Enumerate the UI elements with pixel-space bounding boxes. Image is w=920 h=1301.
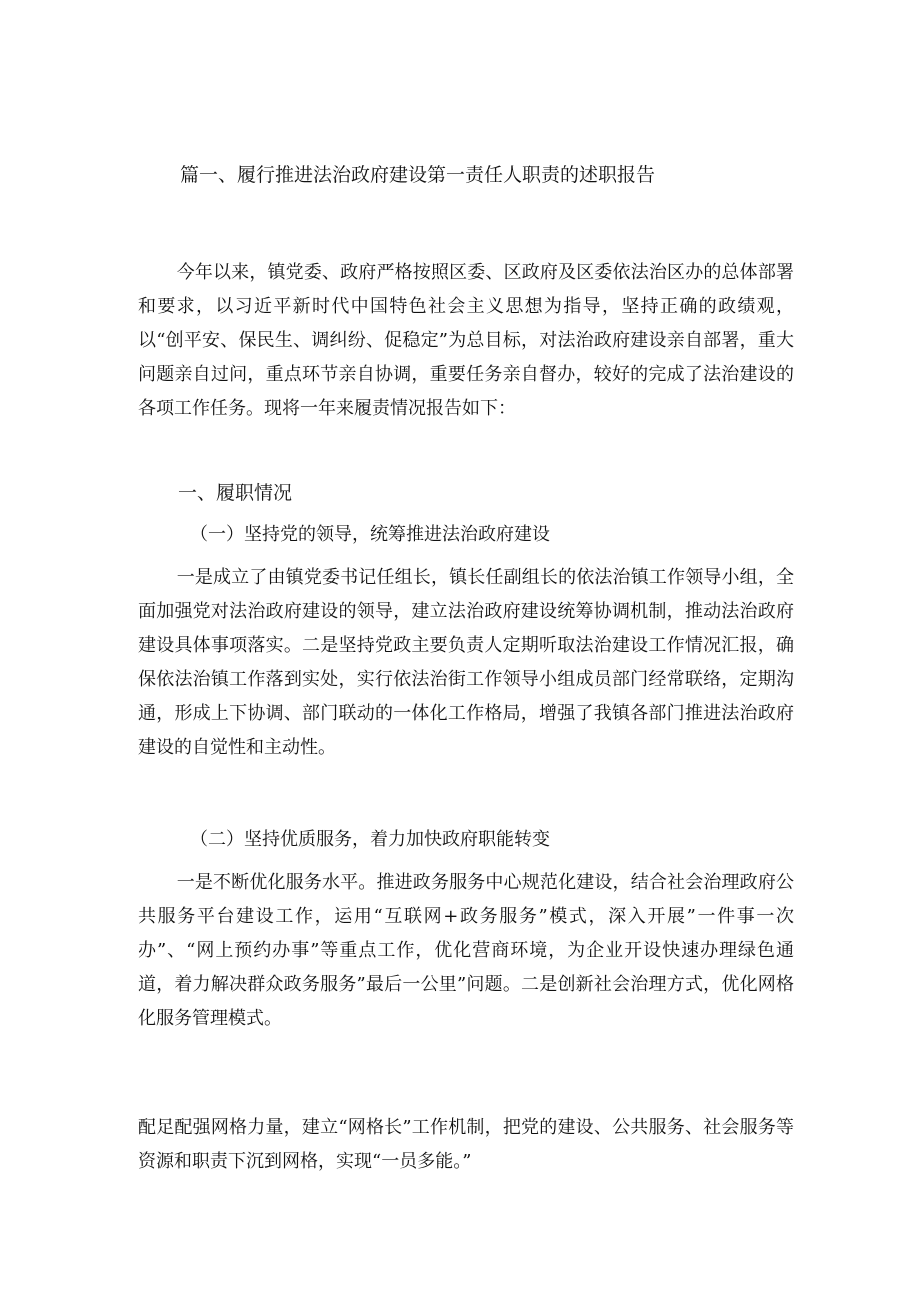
document-title: 篇一、履行推进法治政府建设第一责任人职责的述职报告 (180, 164, 656, 186)
intro-paragraph: 今年以来，镇党委、政府严格按照区委、区政府及区委依法治区办的总体部署和要求，以习近平新时代中国特色社会主义思想为指导，坚持正确的政绩观，以“创平安、保民生、调纠纷、促稳定”为总目标，对法治政府建设亲自部署，重大问题亲自过问，重点环节亲自协调，重要任务亲自督办，较好的完成了法治建设的各项工作任务。现将一年来履责情况报告如下： (138, 262, 794, 419)
subsection-body-party-leadership: 一是成立了由镇党委书记任组长，镇长任副组长的依法治镇工作领导小组，全面加强党对法治政府建设的领导，建立法治政府建设统筹协调机制，推动法治政府建设具体事项落实。二是坚持党政主要负责人定期听取法治建设工作情况汇报，确保依法治镇工作落到实处，实行依法治街工作领导小组成员部门经常联络，定期沟通，形成上下协调、部门联动的一体化工作格局，增强了我镇各部门推进法治政府建设的自觉性和主动性。 (138, 567, 794, 758)
section-heading-performance: 一、履职情况 (178, 482, 293, 504)
subsection-body-quality-service: 一是不断优化服务水平。推进政务服务中心规范化建设，结合社会治理政府公共服务平台建设工作，运用“互联网+政务服务”模式，深入开展”一件事一次办”、“网上预约办事”等重点工作，优化营商环境，为企业开设快速办理绿色通道，着力解决群众政务服务”最后一公里”问题。二是创新社会治理方式，优化网格化服务管理模式。 (138, 872, 794, 1029)
subsection-heading-party-leadership: （一）坚持党的领导，统筹推进法治政府建设 (190, 524, 550, 545)
subsection-heading-quality-service: （二）坚持优质服务，着力加快政府职能转变 (190, 829, 550, 850)
continuation-paragraph: 配足配强网格力量，建立“网格长”工作机制，把党的建设、公共服务、社会服务等资源和职责下沉到网格，实现“一员多能。” (138, 1117, 794, 1172)
